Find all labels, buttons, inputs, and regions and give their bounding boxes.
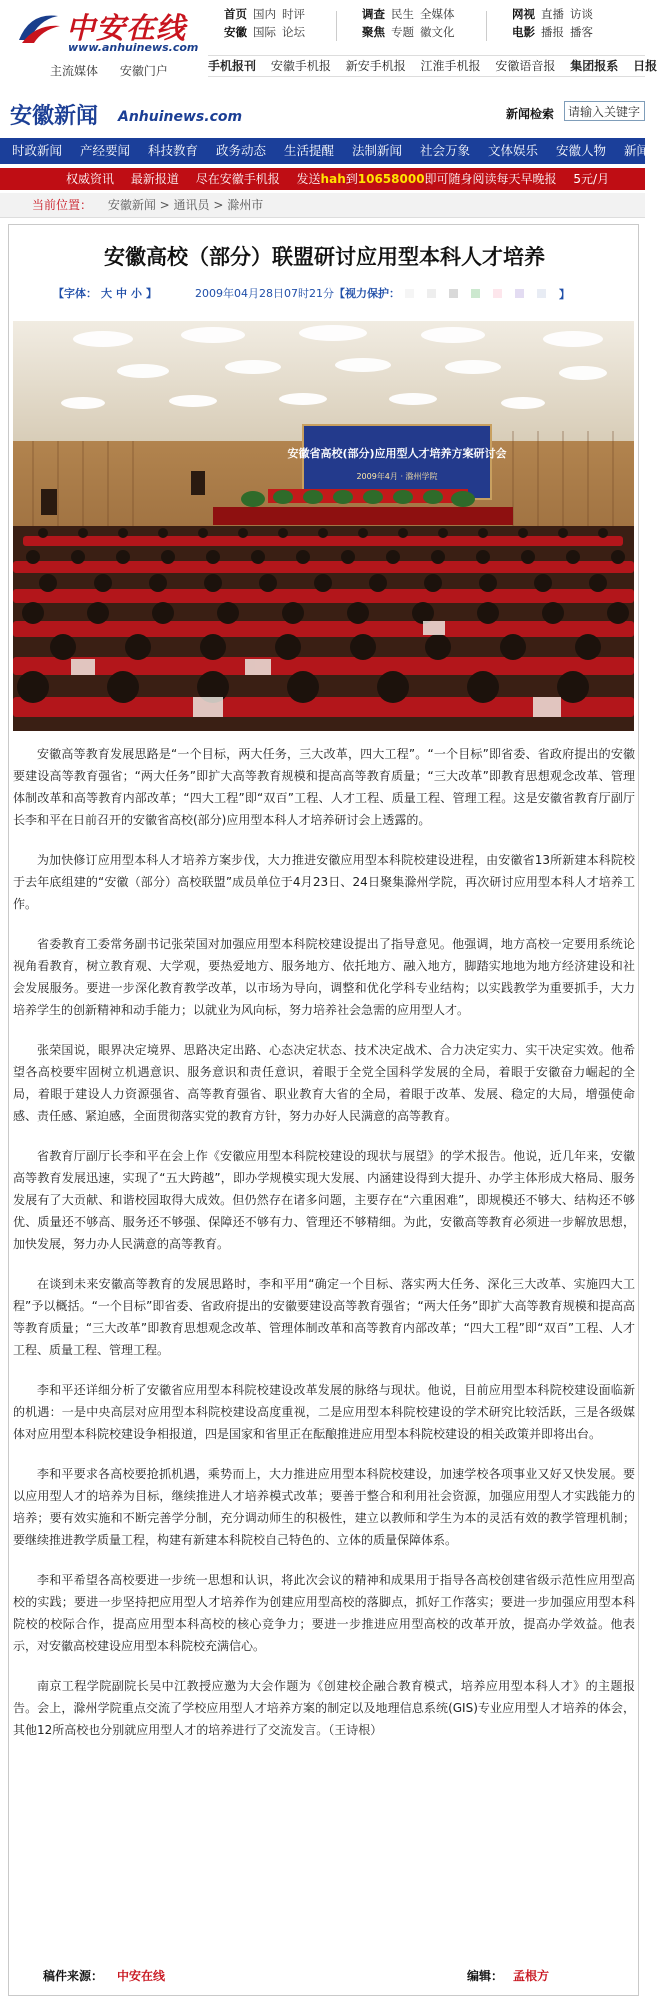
main-nav-item[interactable]: 社会万象 [420,143,471,158]
source-value[interactable]: 中安在线 [117,1969,166,1983]
article-paragraph: 安徽高等教育发展思路是“一个目标，两大任务，三大改革，四大工程”。“一个目标”即省委、省政府提出的安徽要建设高等教育强省；“两大任务”即扩大高等教育规模和提高高等教育质量；“三大改革”即教育思想观念改革、管理体制改革和高等教育内部改革；“四大工程”即“双百”工程、人才工程、质量工程、管理工程。这是安徽省教育厅副厅长李和平在日前召开的安徽省高校(部分)应用型本科人才培养研讨会上透露的。 [13,747,635,827]
main-nav-item[interactable]: 科技教育 [148,143,199,158]
article-paragraph: 南京工程学院副院长吴中江教授应邀为大会作题为《创建校企融合教育模式，培养应用型本科人才》的主题报告。会上，滁州学院重点交流了学校应用型人才培养方案的制定以及地理信息系统(GIS)专业应用型人才培养的体会，其他12所高校也分别就应用型人才的培养进行了交流发言。（王诗根） [13,1679,635,1737]
article-panel [8,224,639,1996]
nav-link[interactable]: 直播 [541,7,564,21]
ticker-item: 最新报道 [130,172,179,186]
search-input[interactable] [564,101,645,121]
breadcrumb-label: 当前位置： [32,198,93,212]
sms-number: 10658000 [357,172,425,186]
font-size-switch [51,285,159,301]
nav-link[interactable]: 民生 [391,7,414,21]
nav-link[interactable]: 首页 [224,7,247,21]
font-size-label: 【字体： [53,287,97,300]
main-nav-item[interactable]: 生活提醒 [284,143,335,158]
article-paragraph: 李和平希望各高校要进一步统一思想和认识，将此次会议的精神和成果用于指导各高校创建省级示范性应用型高校的实践；要进一步坚持把应用型人才培养作为创建应用型高校的落脚点，抓好工作落实；要进一步加强应用型本科院校的校际合作，提高应用型本科高校的核心竞争力；要进一步推进应用型高校的改革开放，提高办学效益。他表示，对安徽高校建设应用型本科院校充满信心。 [13,1573,635,1653]
nav-link[interactable]: 播报 [541,25,564,39]
sms-suffix: 即可随身阅读每天早晚报 [424,172,557,186]
publish-date: 2009年04月28日07时21分 [195,287,334,300]
nav-link[interactable]: 播客 [570,25,593,39]
sms-code: hah [320,172,346,186]
ticker-sms [297,172,557,186]
top-nav-col-3 [512,5,599,41]
font-size-medium[interactable]: 中 [116,287,127,300]
article-paragraph: 省委教育工委常务副书记张荣国对加强应用型本科院校建设提出了指导意见。他强调，地方高校一定要用系统论视角看教育，树立教育观、大学观，要热爱地方、服务地方、依托地方、融入地方，脚踏实地地为地方经济建设和社会发展服务。要进一步深化教育教学改革，以市场为导向，调整和优化学科专业结构；以实践教学为重要抓手，大力培养学生的创新精神和动手能力；以就业为风向标，努力培养社会急需的应用型人才。 [13,937,635,1017]
nav-link[interactable]: 国内 [253,7,276,21]
main-nav-item[interactable]: 产经要闻 [80,143,131,158]
site-logo[interactable] [12,4,217,54]
nav-link[interactable]: 网视 [512,7,535,21]
subbar-item[interactable]: 集团报系 [570,59,619,73]
nav-link[interactable]: 徽文化 [420,25,455,39]
article-body [13,743,635,1759]
nav-link[interactable]: 专题 [391,25,414,39]
divider [336,11,337,41]
article-title: 安徽高校（部分）联盟研讨应用型本科人才培养 [104,244,545,269]
font-size-large[interactable]: 大 [101,287,112,300]
source-label: 稿件来源： [43,1969,104,1983]
main-nav-item[interactable]: 时政新闻 [12,143,63,158]
ticker-item: 权威资讯 [66,172,115,186]
editor-label: 编辑： [467,1969,504,1983]
bg-color-swatch[interactable] [405,289,414,298]
channel-subtitle: Anhuinews.com [118,109,243,125]
top-nav-col-1 [224,5,311,41]
subbar-item[interactable]: 日报 [633,59,658,73]
nav-link[interactable]: 国际 [253,25,276,39]
conference-photo [13,321,634,731]
bg-color-swatch[interactable] [471,289,480,298]
search-label: 新闻检索 [506,107,555,121]
editor-value: 孟根方 [513,1969,550,1983]
subbar-item[interactable]: 安徽语音报 [495,59,556,73]
font-size-small[interactable]: 小 [131,287,142,300]
main-nav-item[interactable]: 新闻 [624,143,650,158]
main-nav-item[interactable]: 文体娱乐 [488,143,539,158]
eye-care-close: 】 [559,288,570,301]
channel-title[interactable]: 安徽新闻 [10,104,99,129]
nav-link[interactable]: 安徽 [224,25,247,39]
nav-link[interactable]: 全媒体 [420,7,455,21]
nav-link[interactable]: 电影 [512,25,535,39]
eye-care-swatches [405,286,570,302]
eye-care-label: 【视力保护： [334,287,400,300]
stage-banner-subtext: 2009年4月 · 滁州学院 [356,472,438,481]
site-slogans [50,62,186,79]
font-size-close: 】 [146,287,157,300]
slogan-mainstream: 主流媒体 [50,64,99,78]
breadcrumb-path[interactable]: 安徽新闻 > 通讯员 > 滁州市 [107,198,264,212]
main-nav-item[interactable]: 政务动态 [216,143,267,158]
subbar-item[interactable]: 新安手机报 [345,59,406,73]
logo-wave-icon [16,10,62,46]
article-paragraph: 张荣国说，眼界决定境界、思路决定出路、心态决定状态、技术决定战术、合力决定实力、实干决定实效。他希望各高校要牢固树立机遇意识、服务意识和责任意识，着眼于全党全国科学发展的全局，着眼于安徽奋力崛起的全局，着眼于建设人力资源强省、高等教育强省、职业教育大省的全局，着眼于改革、发展、稳定的大局，增强使命感、责任感、紧迫感，全面贯彻落实党的教育方针，努力办好人民满意的高等教育。 [13,1043,635,1123]
nav-link[interactable]: 论坛 [282,25,305,39]
article-paragraph: 在谈到未来安徽高等教育的发展思路时，李和平用“确定一个目标、落实两大任务、深化三大改革、实施四大工程”予以概括。“一个目标”即省委、省政府提出的安徽要建设高等教育强省；“两大任务”即扩大高等教育规模和提高高等教育质量；“三大改革”即教育思想观念改革、管理体制改革和高等教育内部改革；“四大工程”即“双百”工程、人才工程、质量工程、管理工程。 [13,1277,635,1357]
nav-link[interactable]: 聚焦 [362,25,385,39]
bg-color-swatch[interactable] [449,289,458,298]
ticker-price: 5元/月 [573,172,610,186]
mobile-paper-bar [208,55,658,77]
bg-color-swatch[interactable] [537,289,546,298]
sms-mid: 到 [345,172,358,186]
main-nav-item[interactable]: 法制新闻 [352,143,403,158]
breadcrumb [0,193,645,218]
subbar-item[interactable]: 手机报刊 [208,59,257,73]
article-paragraph: 省教育厅副厅长李和平在会上作《安徽应用型本科院校建设的现状与展望》的学术报告。他说，近几年来，安徽高等教育发展迅速，实现了“五大跨越”，即办学规模实现大发展、内涵建设得到大提升、办学主体形成大格局、服务发展有了大贡献、和谐校园取得大成效。但仍然存在诸多问题，主要存在“六重困难”，即规模还不够大、结构还不够优、质量还不够高、服务还不够强、保障还不够有力、管理还不够精细。为此，安徽高等教育必须进一步解放思想，加快发展，努力办人民满意的高等教育。 [13,1149,635,1251]
nav-link[interactable]: 访谈 [570,7,593,21]
channel-header [0,93,645,133]
ticker-item: 尽在安徽手机报 [195,172,280,186]
article-paragraph: 为加快修订应用型本科人才培养方案步伐，大力推进安徽应用型本科院校建设进程，由安徽省13所新建本科院校于去年底组建的“安徽（部分）高校联盟”成员单位于4月23日、24日聚集滁州学院，再次研讨应用型本科人才培养工作。 [13,853,635,911]
top-nav-col-2 [362,5,461,41]
subbar-item[interactable]: 江淮手机报 [420,59,481,73]
subbar-item[interactable]: 安徽手机报 [270,59,331,73]
stage-banner [303,425,491,499]
slogan-portal: 安徽门户 [119,64,168,78]
article-footer [9,1963,638,1987]
article-paragraph: 李和平还详细分析了安徽省应用型本科院校建设改革发展的脉络与现状。他说，目前应用型本科院校建设面临新的机遇：一是中央高层对应用型本科院校建设高度重视，二是应用型本科院校建设的学术研究比较活跃，三是各级媒体对应用型本科院校建设争相报道，四是国家和省里正在酝酿推进应用型本科院校建设的相关政策并即将出台。 [13,1383,635,1441]
bg-color-swatch[interactable] [427,289,436,298]
nav-link[interactable]: 调查 [362,7,385,21]
divider [486,11,487,41]
logo-url: www.anhuinews.com [68,41,199,54]
top-nav-grid [224,5,645,45]
bg-color-swatch[interactable] [515,289,524,298]
site-header [0,0,658,80]
stage-banner-text: 安徽省高校(部分)应用型人才培养方案研讨会 [287,447,507,460]
nav-link[interactable]: 时评 [282,7,305,21]
logo-text: 中安在线 [66,11,187,45]
article-paragraph: 李和平要求各高校要抢抓机遇，乘势而上，大力推进应用型本科院校建设，加速学校各项事业又好又快发展。要以应用型人才的培养为目标，继续推进人才培养模式改革；要善于整合和利用社会资源，加强应用型人才实践能力的培养；要有效实施和不断完善学分制，充分调动师生的积极性，建立以教师和学生为本的灵活有效的教学管理机制；要继续推进教学质量工程，构建有新建本科院校自己特色的、立体的质量保障体系。 [13,1467,635,1547]
sms-prefix: 发送 [296,172,321,186]
conference-hall-illustration [13,321,634,731]
promo-ticker[interactable] [0,168,645,190]
main-nav [0,138,650,164]
bg-color-swatch[interactable] [493,289,502,298]
main-nav-item[interactable]: 安徽人物 [556,143,607,158]
